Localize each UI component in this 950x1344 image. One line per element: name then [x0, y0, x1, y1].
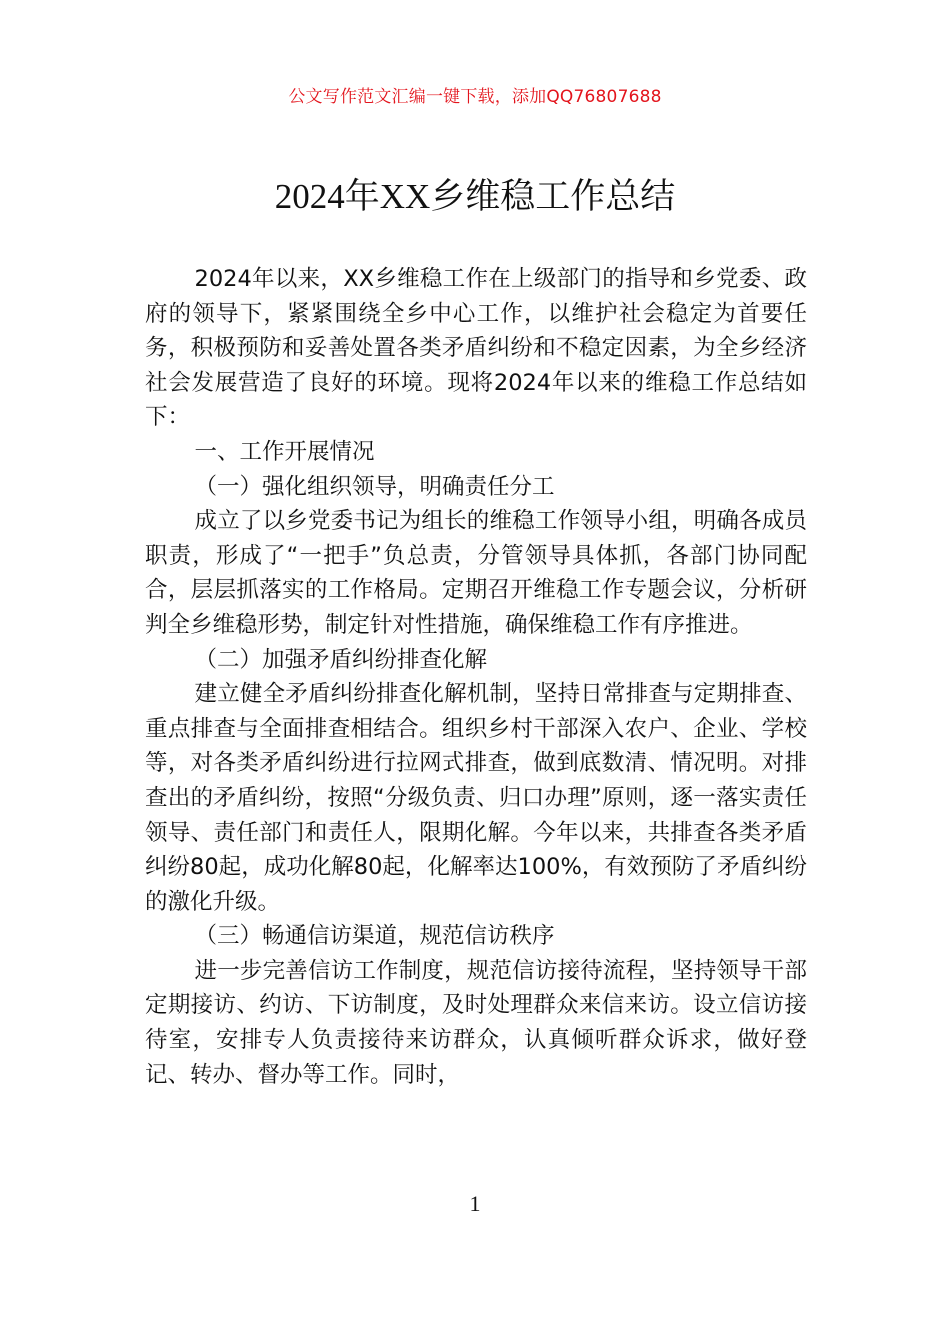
- subheading-petition-channels: （三）畅通信访渠道，规范信访秩序: [194, 923, 555, 950]
- paragraph-dispute-resolution: 建立健全矛盾纠纷排查化解机制，坚持日常排查与定期排查、重点排查与全面排查相结合。组织乡村干部深入农户、企业、学校等，对各类矛盾纠纷进行拉网式排查，做到底数清、情况明。对排查出的矛盾纠纷，按照“分级负责、归口办理”原则，逐一落实责任领导、责任部门和责任人，限期化解。今年以来，共排查各类矛盾纠纷80起，成功化解80起，化解率达100%，有效预防了矛盾纠纷的激化升级。: [145, 681, 807, 915]
- subheading-dispute-resolution: （二）加强矛盾纠纷排查化解: [194, 646, 488, 673]
- paragraph-organization-leadership: 成立了以乡党委书记为组长的维稳工作领导小组，明确各成员职责，形成了“一把手”负总责，分管领导具体抓，各部门协同配合，层层抓落实的工作格局。定期召开维稳工作专题会议，分析研判全乡维稳形势，制定针对性措施，确保维稳工作有序推进。: [145, 508, 807, 638]
- promo-banner: 公文写作范文汇编一键下载，添加QQ76807688: [288, 87, 662, 107]
- document-body: [145, 262, 807, 1092]
- document-title: 2024年XX乡维稳工作总结: [274, 177, 676, 216]
- subheading-organization-leadership: （一）强化组织领导，明确责任分工: [194, 473, 555, 500]
- page-number: 1: [469, 1191, 481, 1216]
- intro-paragraph: 2024年以来，XX乡维稳工作在上级部门的指导和乡党委、政府的领导下，紧紧围绕全乡中心工作，以维护社会稳定为首要任务，积极预防和妥善处置各类矛盾纠纷和不稳定因素，为全乡经济社会发展营造了良好的环境。现将2024年以来的维稳工作总结如下：: [145, 266, 807, 431]
- section-heading-work-status: 一、工作开展情况: [194, 438, 375, 465]
- paragraph-petition-channels: 进一步完善信访工作制度，规范信访接待流程，坚持领导干部定期接访、约访、下访制度，及时处理群众来信来访。设立信访接待室，安排专人负责接待来访群众，认真倾听群众诉求，做好登记、转办、督办等工作。同时，: [145, 957, 807, 1088]
